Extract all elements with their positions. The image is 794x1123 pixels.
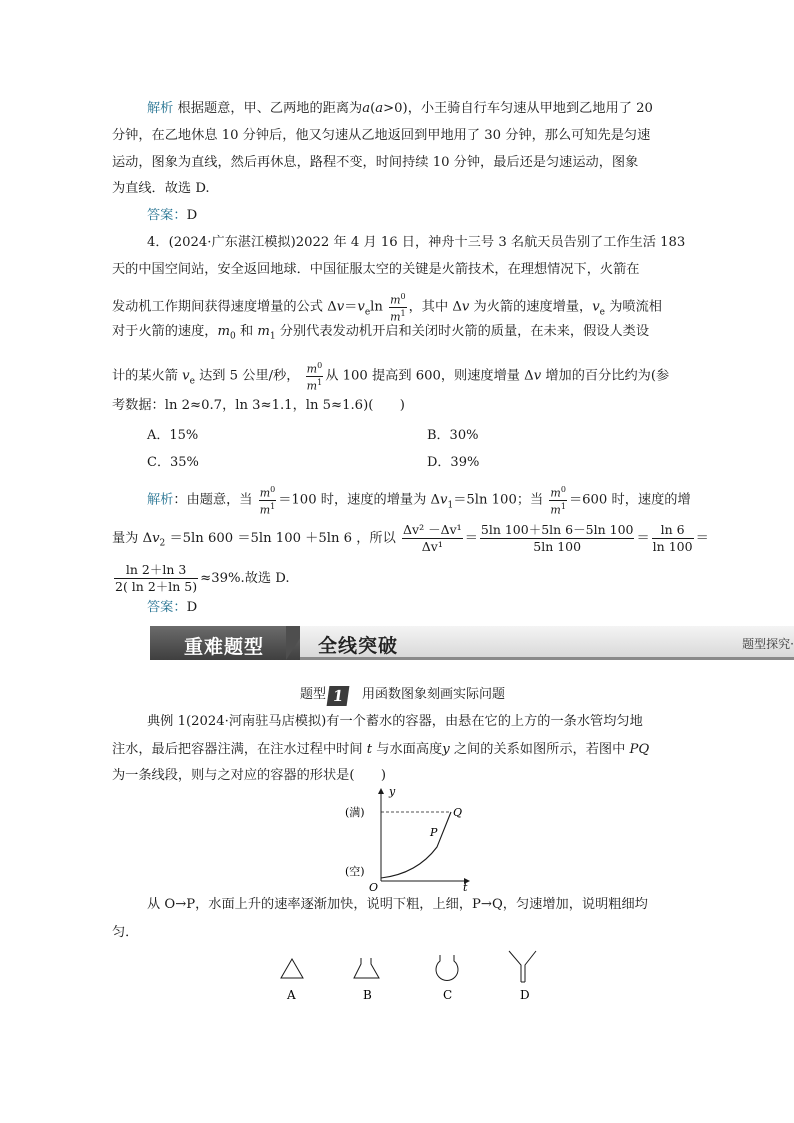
origin-label: O	[369, 881, 379, 893]
full-label: (满)	[345, 806, 365, 819]
shape-c-round-flask	[436, 955, 458, 980]
ex1-line3: 为一条线段，则与之对应的容器的形状是( )	[112, 768, 387, 783]
sol3-line1: 解析 根据题意，甲、乙两地的距离为a(a>0)，小王骑自行车匀速从甲地到乙地用了 20	[147, 101, 653, 116]
banner-left-title: 重难题型	[184, 636, 265, 658]
q4-line3: 发动机工作期间获得速度增量的公式 $\Delta v=v_e\ln$ $\frac{m^0}{m^1}$ ，其中 Δv 为火箭的速度增量，$v_e$ 为喷流相	[112, 292, 662, 324]
explain-line1: 从 O→P，水面上升的速率逐渐加快，说明下粗，上细，P→Q，匀速增加，说明粗细均	[147, 897, 648, 912]
q4-line4: 对于火箭的速度，$m_0$ 和 $m_1$ 分别代表发动机开启和关闭时火箭的质量，在未来，假设人类设	[112, 324, 650, 342]
explain-line2: 匀．	[112, 925, 139, 940]
banner-tag: 题型探究·	[742, 637, 794, 651]
ex1-line2: 注水，最后把容器注满，在注水过程中时间 t 与水面高度y 之间的关系如图所示，若图中 PQ	[112, 742, 650, 757]
shape-b-label: B	[363, 988, 372, 1002]
sol3-answer: 答案：D	[147, 208, 198, 223]
substituted-fraction: $\frac{5\ln 100+5\ln 6-5\ln 100}{5\ln 100}$	[480, 522, 634, 554]
log-ratio-fraction: $\frac{\ln 2+\ln 3}{2( \ln 2+\ln 5)}$	[115, 562, 198, 594]
shape-a-cone	[281, 959, 303, 978]
sol4-line1: 解析：由题意，当 $\frac{m^0}{m^1}$ ＝100 时，速度的增量为 $\Delta v_1=5\ln$ 100；当 $\frac{m^0}{m^1}$ ＝600 时，速度的增	[147, 485, 691, 517]
mass-ratio-fraction: $\frac{m^0}{m^1}$	[390, 292, 406, 324]
empty-label: (空)	[345, 865, 365, 878]
sol3-label: 解析	[147, 101, 174, 116]
shape-d-funnel	[509, 951, 536, 982]
type-heading: 题型 1 用函数图象刻画实际问题	[300, 687, 506, 705]
simplified-fraction: $\frac{\ln 6}{\ln 100}$	[652, 522, 693, 554]
shape-a-label: A	[287, 988, 296, 1002]
sol4-answer: 答案：D	[147, 600, 198, 615]
sol4-line3: $\frac{\ln 2+\ln 3}{2( \ln 2+\ln 5)}$ ≈39%.故选 D.	[115, 562, 290, 594]
point-p-label: P	[430, 826, 438, 839]
option-a: A．15%	[147, 428, 199, 443]
percent-increase-fraction: $\frac{\text{Δv² －Δv¹}}{\text{Δv¹}}$	[403, 522, 462, 554]
option-d: D．39%	[427, 455, 480, 470]
water-level-curve	[381, 812, 451, 878]
type-number-badge: 1	[327, 686, 350, 706]
q4-line2: 天的中国空间站，安全返回地球．中国征服太空的关键是火箭技术，在理想情况下，火箭在	[112, 262, 640, 277]
option-b: B．30%	[427, 428, 479, 443]
sol3-line2: 分钟，在乙地休息 10 分钟后，他又匀速从乙地返回到甲地用了 30 分钟，那么可知先是匀速	[112, 128, 651, 143]
y-axis-label: y	[389, 785, 396, 798]
q4-line1: 4．(2024·广东湛江模拟)2022 年 4 月 16 日，神舟十三号 3 名航天员告别了工作生活 183	[147, 235, 686, 250]
water-level-graph	[345, 785, 475, 893]
option-c: C．35%	[147, 455, 199, 470]
mass-ratio-fraction: $\frac{m^0}{m^1}$	[259, 485, 276, 517]
shape-b-flask	[354, 958, 379, 978]
shape-d-label: D	[520, 988, 530, 1002]
sol4-label: 解析	[147, 492, 174, 508]
x-axis-label: t	[463, 881, 468, 893]
banner-right-title: 全线突破	[318, 635, 399, 657]
sol3-line4: 为直线．故选 D.	[112, 181, 210, 196]
answer-label: 答案：	[147, 208, 187, 223]
section-banner	[150, 626, 794, 660]
answer-label: 答案：	[147, 600, 187, 615]
shape-c-label: C	[443, 988, 453, 1002]
q4-line5: 计的某火箭 $v_e$ 达到 5 公里/秒， $\frac{m^0}{m^1}$ 从 100 提高到 600，则速度增量 Δv 增加的百分比约为(参	[112, 361, 670, 393]
container-shapes	[270, 948, 570, 1006]
point-q-label: Q	[453, 806, 463, 819]
mass-ratio-fraction: $\frac{m^0}{m^1}$	[306, 361, 323, 393]
sol3-line3: 运动，图象为直线，然后再休息，路程不变，时间持续 10 分钟，最后还是匀速运动，图象	[112, 155, 639, 170]
ex1-line1: 典例 1(2024·河南驻马店模拟)有一个蓄水的容器，由悬在它的上方的一条水管均匀地	[147, 714, 643, 729]
q4-line6: 考数据：ln 2≈0.7，ln 3≈1.1，ln 5≈1.6)( )	[112, 398, 405, 413]
sol4-line2: 量为 $\Delta v_2 =5\ln$ 600 ＝5ln 100 ＋5ln 6 ，所以 $\frac{\text{Δv² －Δv¹}}{\text{Δv¹}}$ ＝ $\frac{5\ln 100+5\ln 6-5\ln 100}{5\ln 100}$ ＝ $\frac{\ln 6}{\ln 100}$ ＝	[112, 522, 709, 554]
mass-ratio-fraction: $\frac{m^0}{m^1}$	[550, 485, 566, 517]
